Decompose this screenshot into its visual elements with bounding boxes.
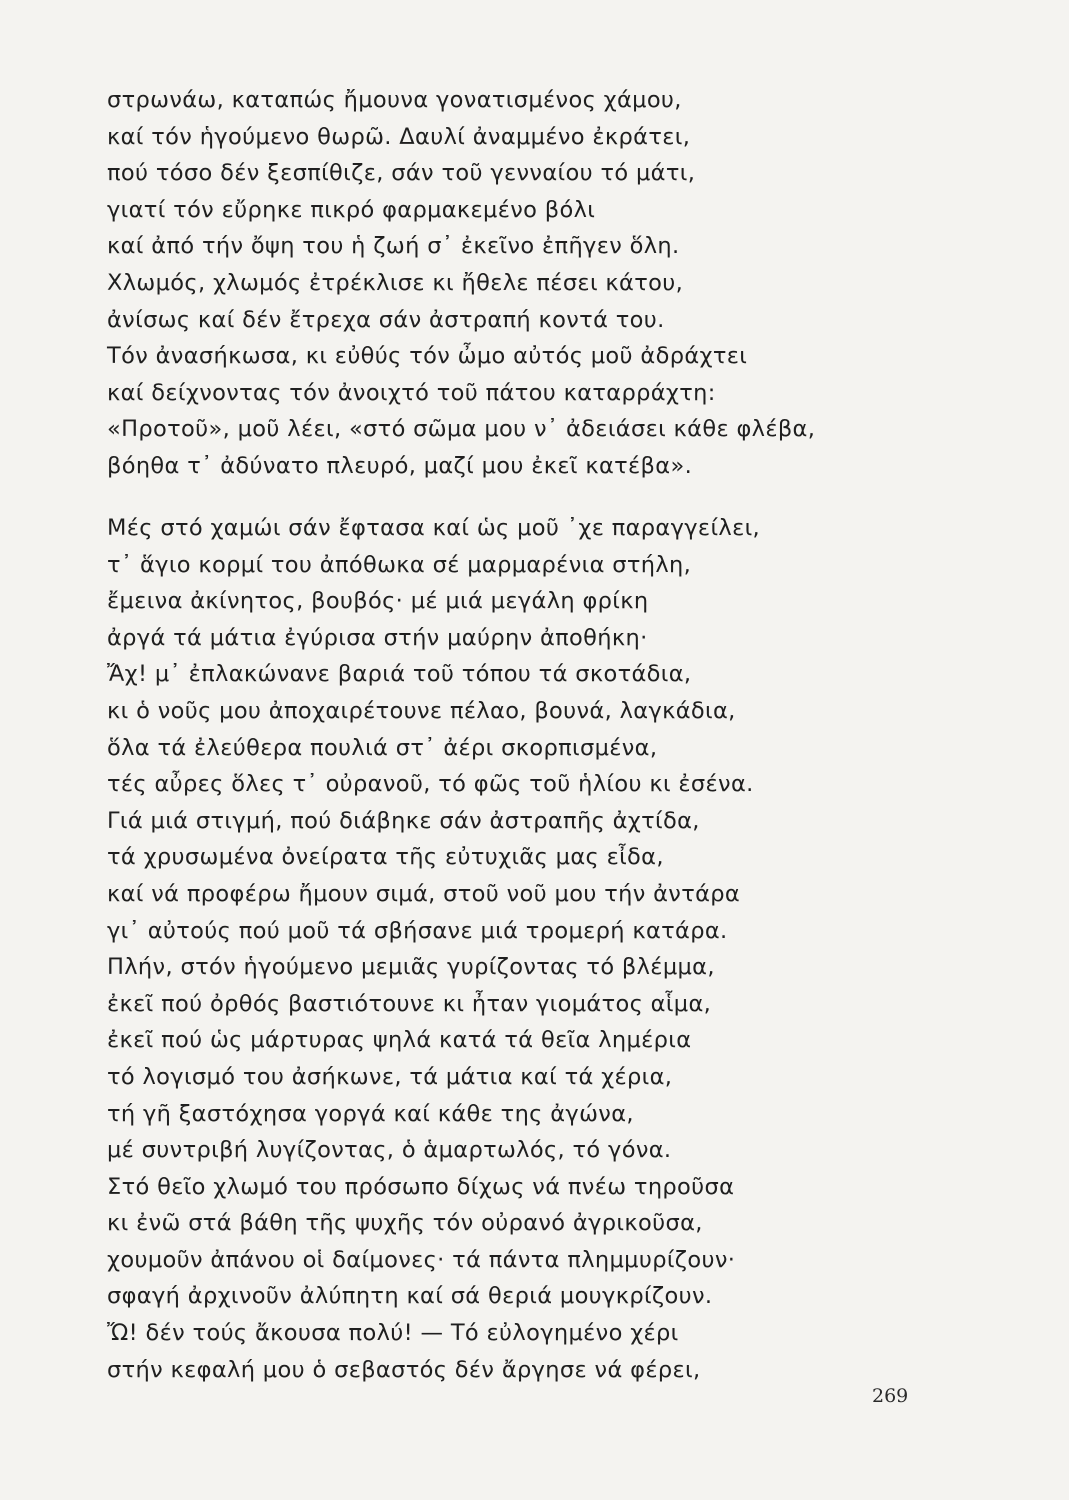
verse-line: τό λογισμό του ἀσήκωνε, τά μάτια καί τά χέρια,: [107, 1063, 673, 1090]
verse-line: Πλήν, στόν ἡγούμενο μεμιᾶς γυρίζοντας τό βλέμμα,: [107, 954, 715, 981]
verse-line: ἀργά τά μάτια ἐγύρισα στήν μαύρην ἀποθήκη·: [107, 624, 648, 651]
verse-line: τές αὖρες ὅλες τ᾿ οὐρανοῦ, τό φῶς τοῦ ἡλίου κι ἐσένα.: [107, 771, 754, 798]
verse-line: στρωνάω, καταπώς ἤμουνα γονατισμένος χάμου,: [107, 87, 682, 113]
verse-line: πού τόσο δέν ξεσπίθιζε, σάν τοῦ γενναίου τό μάτι,: [107, 160, 696, 187]
verse-line: τά χρυσωμένα ὀνείρατα τῆς εὐτυχιᾶς μας εἶδα,: [107, 844, 664, 871]
verse-line: καί τόν ἡγούμενο θωρῶ. Δαυλί ἀναμμένο ἐκράτει,: [107, 123, 691, 150]
verse-line: ἐκεῖ πού ὡς μάρτυρας ψηλά κατά τά θεῖα λημέρια: [107, 1027, 692, 1054]
verse-line: ἐκεῖ πού ὀρθός βαστιότουνε κι ἦταν γιομάτος αἷμα,: [107, 990, 712, 1017]
verse-line: «Προτοῦ», μοῦ λέει, «στό σῶμα μου ν᾿ ἀδειάσει κάθε φλέβα,: [107, 416, 816, 443]
verse-line: κι ὁ νοῦς μου ἀποχαιρέτουνε πέλαο, βουνά, λαγκάδια,: [107, 697, 736, 724]
verse-line: γιατί τόν εὔρηκε πικρό φαρμακεμένο βόλι: [107, 196, 596, 223]
verse-line: ἀνίσως καί δέν ἔτρεχα σάν ἀστραπή κοντά του.: [107, 306, 665, 333]
verse-line: γι᾿ αὐτούς πού μοῦ τά σβήσανε μιά τρομερή κατάρα.: [107, 917, 728, 944]
verse-line: βόηθα τ᾿ ἀδύνατο πλευρό, μαζί μου ἐκεῖ κατέβα».: [107, 452, 693, 479]
verse-line: στήν κεφαλή μου ὁ σεβαστός δέν ἄργησε νά φέρει,: [107, 1356, 701, 1383]
verse-line: κι ἐνῶ στά βάθη τῆς ψυχῆς τόν οὐρανό ἀγρικοῦσα,: [107, 1210, 703, 1237]
verse-line: Ἄχ! μ᾿ ἐπλακώνανε βαριά τοῦ τόπου τά σκοτάδια,: [107, 661, 692, 688]
stanza-1: [107, 82, 887, 485]
verse-line: χουμοῦν ἀπάνου οἱ δαίμονες· τά πάντα πλημμυρίζουν·: [107, 1246, 736, 1273]
verse-line: ὅλα τά ἐλεύθερα πουλιά στ᾿ ἀέρι σκορπισμένα,: [107, 734, 658, 761]
verse-line: Χλωμός, χλωμός ἐτρέκλισε κι ἤθελε πέσει κάτου,: [107, 269, 684, 296]
verse-line: καί δείχνοντας τόν ἀνοιχτό τοῦ πάτου καταρράχτη:: [107, 379, 716, 406]
verse-line: Γιά μιά στιγμή, πού διάβηκε σάν ἀστραπῆς ἀχτίδα,: [107, 807, 700, 834]
verse-line: σφαγή ἀρχινοῦν ἀλύπητη καί σά θεριά μουγκρίζουν.: [107, 1283, 713, 1310]
verse-line: καί νά προφέρω ἤμουν σιμά, στοῦ νοῦ μου τήν ἀντάρα: [107, 880, 741, 907]
verse-line: Μές στό χαμώι σάν ἔφτασα καί ὡς μοῦ ᾿χε παραγγείλει,: [107, 515, 761, 541]
verse-line: ἔμεινα ἀκίνητος, βουβός· μέ μιά μεγάλη φρίκη: [107, 588, 649, 615]
verse-line: τή γῆ ξαστόχησα γοργά καί κάθε της ἀγώνα,: [107, 1100, 634, 1127]
verse-line: Στό θεῖο χλωμό του πρόσωπο δίχως νά πνέω τηροῦσα: [107, 1173, 735, 1200]
verse-line: Τόν ἀνασήκωσα, κι εὐθύς τόν ὦμο αὐτός μοῦ ἀδράχτει: [107, 343, 748, 370]
verse-line: μέ συντριβή λυγίζοντας, ὁ ἁμαρτωλός, τό γόνα.: [107, 1137, 672, 1164]
verse-line: καί ἀπό τήν ὄψη του ἡ ζωή σ᾿ ἐκεῖνο ἐπῆγεν ὅλη.: [107, 233, 680, 260]
page-number: 269: [872, 1385, 909, 1407]
stanza-2: [107, 510, 887, 1388]
verse-line: τ᾿ ἅγιο κορμί του ἀπόθωκα σέ μαρμαρένια στήλη,: [107, 551, 692, 578]
verse-line: Ὤ! δέν τούς ἄκουσα πολύ! — Τό εὐλογημένο χέρι: [107, 1320, 679, 1347]
